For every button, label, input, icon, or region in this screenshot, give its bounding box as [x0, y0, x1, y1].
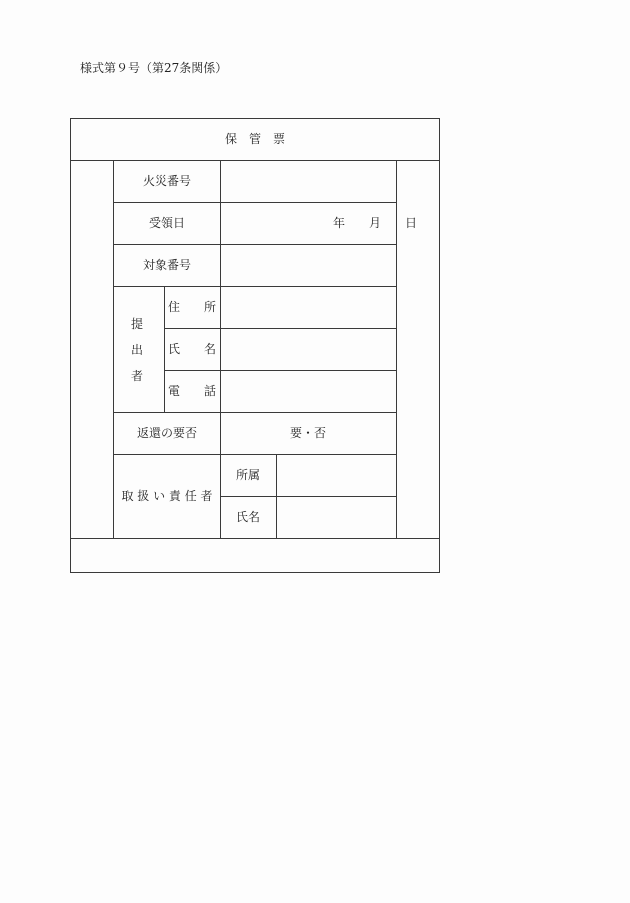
- footer-row-divider: [70, 538, 440, 539]
- label-column-divider: [220, 160, 221, 538]
- table-border-left: [70, 118, 71, 573]
- phone-label: 電 話: [167, 384, 217, 398]
- row-divider-7: [113, 454, 397, 455]
- affiliation-field[interactable]: [278, 456, 394, 494]
- form-title: 保 管 票: [224, 132, 286, 146]
- return-label: 返還の要否: [136, 426, 198, 440]
- form-caption: 様式第９号（第27条関係）: [80, 61, 228, 75]
- row-divider-8: [220, 496, 397, 497]
- address-field[interactable]: [222, 288, 394, 326]
- table-border-top: [70, 118, 440, 119]
- submitter-label: 提出者: [130, 317, 143, 383]
- row-divider-3: [113, 286, 397, 287]
- row-divider-1: [113, 202, 397, 203]
- name-field[interactable]: [222, 330, 394, 368]
- name-label: 氏 名: [167, 342, 217, 356]
- row-divider-4: [164, 328, 397, 329]
- handler-name-label: 氏名: [235, 510, 261, 524]
- address-label: 住 所: [167, 300, 217, 314]
- fire-number-field[interactable]: [222, 162, 394, 200]
- submitter-subcolumn-divider: [164, 286, 165, 412]
- inner-left-border: [113, 160, 114, 538]
- table-border-right: [439, 118, 440, 573]
- received-date-label: 受領日: [148, 216, 186, 230]
- received-date-field[interactable]: 年 月 日: [333, 216, 418, 230]
- row-divider-6: [113, 412, 397, 413]
- table-border-bottom: [70, 572, 440, 573]
- handler-label: 取 扱 い 責 任 者: [121, 489, 213, 503]
- row-divider-2: [113, 244, 397, 245]
- fire-number-label: 火災番号: [142, 174, 192, 188]
- row-divider-5: [164, 370, 397, 371]
- handler-name-field[interactable]: [278, 498, 394, 536]
- title-row-divider: [70, 160, 440, 161]
- phone-field[interactable]: [222, 372, 394, 410]
- return-value[interactable]: 要・否: [289, 426, 327, 440]
- object-number-label: 対象番号: [142, 258, 192, 272]
- object-number-field[interactable]: [222, 246, 394, 284]
- affiliation-label: 所属: [235, 468, 261, 482]
